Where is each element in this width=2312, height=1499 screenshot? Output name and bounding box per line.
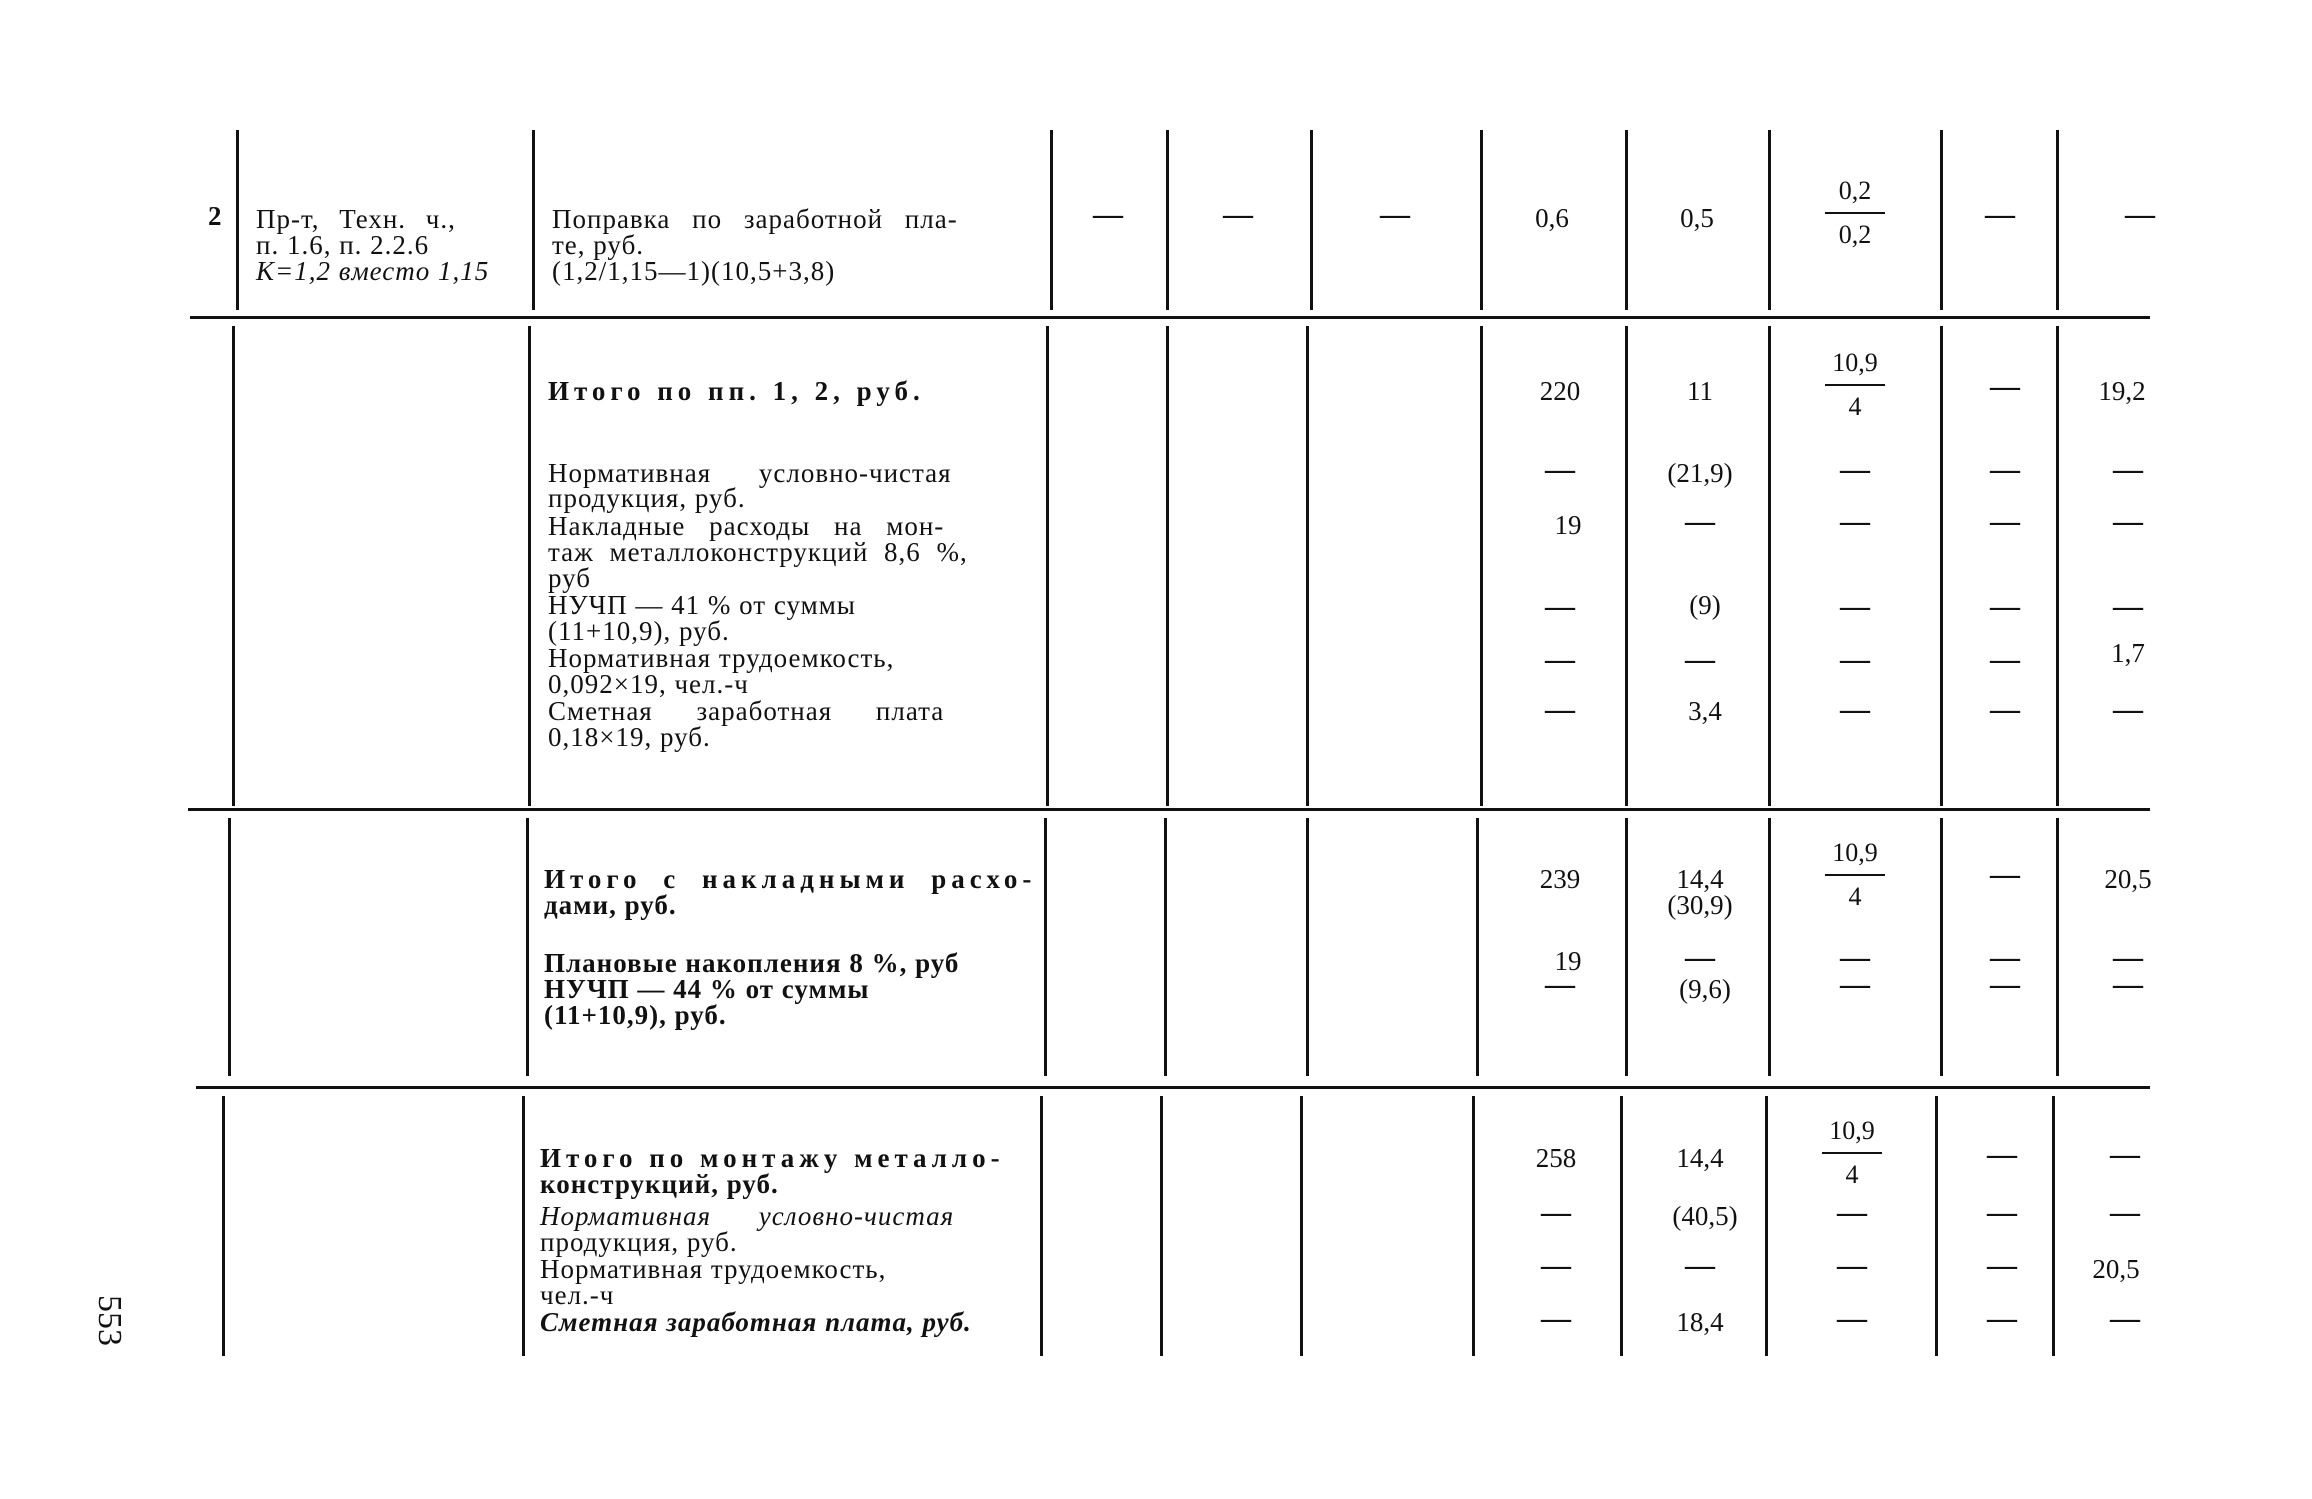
col-divider [1765, 1096, 1768, 1356]
item-description-line: Нормативная условно-чистая [548, 458, 952, 488]
cell-value: — [1990, 968, 2020, 1001]
cell-value: — [1985, 198, 2015, 231]
cell-value: — [1545, 643, 1575, 676]
cell-value: — [2110, 1196, 2140, 1229]
item-description-line: Сметная заработная плата [548, 696, 945, 726]
cell-value: — [1840, 941, 1870, 974]
item-description-line: руб [548, 563, 592, 593]
cell-value: 20,5 [2104, 864, 2152, 894]
cell-value: — [1545, 693, 1575, 726]
subtotal-label-line: Итого с накладными расхо- [544, 864, 1037, 894]
col-divider [1044, 818, 1047, 1076]
cell-value: — [2113, 505, 2143, 538]
col-divider [1940, 326, 1943, 806]
cell-value: (9,6) [1679, 974, 1731, 1004]
col-divider [1306, 818, 1309, 1076]
cell-value: — [1840, 693, 1870, 726]
cell-value: 14,4 [1676, 864, 1724, 894]
fraction-numerator: 10,9 [1832, 348, 1878, 377]
item-description-line: чел.-ч [540, 1280, 615, 1310]
cell-value: — [1545, 968, 1575, 1001]
col-divider [1940, 130, 1943, 310]
cell-value: — [1990, 858, 2020, 891]
fraction-bar [1825, 874, 1885, 876]
col-divider [1768, 818, 1771, 1076]
row-description-line: те, руб. [552, 230, 645, 260]
fraction-denominator: 4 [1848, 392, 1862, 421]
fraction-bar [1822, 1152, 1882, 1154]
cell-value: — [1380, 198, 1410, 231]
cell-value: — [1093, 198, 1123, 231]
item-description-line: Нормативная трудоемкость, [540, 1254, 887, 1284]
item-description-line: Накладные расходы на мон- [548, 511, 945, 541]
cell-value: — [2125, 198, 2155, 231]
cell-value: — [2113, 693, 2143, 726]
row-description-line: Поправка по заработной пла- [552, 204, 958, 234]
cell-value: 0,5 [1680, 203, 1714, 233]
col-divider [1768, 326, 1771, 806]
item-description-line: 0,18×19, руб. [548, 722, 711, 752]
cell-value: — [1685, 505, 1715, 538]
cell-value: — [1545, 453, 1575, 486]
cell-value: (40,5) [1672, 1201, 1738, 1231]
col-divider [1620, 1096, 1623, 1356]
item-description-line: продукция, руб. [548, 483, 746, 513]
cell-value: — [1545, 590, 1575, 623]
col-divider [2056, 130, 2059, 310]
col-divider [1310, 130, 1313, 310]
subtotal-label-line: конструкций, руб. [540, 1169, 779, 1199]
cell-value: — [1541, 1196, 1571, 1229]
col-divider [522, 1096, 525, 1356]
col-divider [1480, 130, 1483, 310]
cell-value: 19,2 [2098, 376, 2146, 406]
cell-value: — [1837, 1196, 1867, 1229]
cell-value: — [1990, 693, 2020, 726]
item-description-line: НУЧП — 41 % от суммы [548, 590, 856, 620]
col-divider [528, 326, 531, 806]
page-number: 553 [91, 1295, 128, 1346]
item-description-line: Плановые накопления 8 %, руб [544, 948, 960, 978]
cell-value: (21,9) [1667, 458, 1733, 488]
cell-value: — [2113, 590, 2143, 623]
item-description-line: 0,092×19, чел.-ч [548, 669, 749, 699]
cell-value: — [1541, 1249, 1571, 1282]
cell-value: — [1840, 968, 1870, 1001]
item-description-line: таж металлоконструкций 8,6 %, [548, 537, 968, 567]
cell-value: — [1987, 1249, 2017, 1282]
cell-value: (30,9) [1667, 890, 1733, 920]
cell-value: — [1990, 505, 2020, 538]
cell-value: 20,5 [2092, 1254, 2140, 1284]
row-basis-line: Пр-т, Техн. ч., [256, 204, 456, 234]
col-divider [1300, 1096, 1303, 1356]
row-separator [190, 316, 2150, 319]
cell-value: — [1987, 1302, 2017, 1335]
col-divider [1625, 326, 1628, 806]
col-divider [1050, 130, 1053, 310]
col-divider [1480, 326, 1483, 806]
cell-value: — [2113, 968, 2143, 1001]
cell-value: — [1987, 1138, 2017, 1171]
col-divider [1046, 326, 1049, 806]
row-basis-line: п. 1.6, п. 2.2.6 [256, 230, 430, 260]
cell-value: 0,6 [1535, 203, 1569, 233]
col-divider [222, 1096, 225, 1356]
row-separator [188, 808, 2150, 811]
cell-fraction [1802, 1118, 1902, 1188]
col-divider [532, 130, 535, 310]
cell-value: — [1685, 941, 1715, 974]
item-description-line: Нормативная трудоемкость, [548, 643, 895, 673]
cell-value: 14,4 [1676, 1143, 1724, 1173]
cell-fraction [1805, 178, 1905, 248]
cell-value: 18,4 [1676, 1307, 1724, 1337]
col-divider [1166, 326, 1169, 806]
cell-value: — [1990, 370, 2020, 403]
cell-value: 3,4 [1688, 696, 1722, 726]
cell-value: — [1223, 198, 1253, 231]
row-separator [196, 1086, 2150, 1089]
cell-value: — [2110, 1302, 2140, 1335]
cell-value: — [1837, 1302, 1867, 1335]
col-divider [1940, 818, 1943, 1076]
cell-value: 11 [1687, 376, 1713, 406]
cell-fraction [1805, 840, 1905, 910]
subtotal-label-line: дами, руб. [544, 890, 677, 920]
col-divider [526, 818, 529, 1076]
cell-value: — [1685, 1249, 1715, 1282]
cell-value: 258 [1535, 1143, 1577, 1173]
cell-value: 1,7 [2111, 638, 2145, 668]
fraction-bar [1825, 212, 1885, 214]
cell-value: — [2110, 1138, 2140, 1171]
col-divider [1160, 1096, 1163, 1356]
item-description-line: (11+10,9), руб. [544, 1000, 727, 1030]
fraction-numerator: 10,9 [1832, 838, 1878, 867]
fraction-denominator: 4 [1848, 882, 1862, 911]
cell-value: — [1541, 1302, 1571, 1335]
fraction-denominator: 0,2 [1838, 220, 1872, 249]
fraction-numerator: 0,2 [1838, 176, 1872, 205]
cell-value: — [1837, 1249, 1867, 1282]
subtotal-label-line: Итого по монтажу металло- [540, 1143, 1005, 1173]
cell-value: 19 [1554, 510, 1582, 540]
cell-value: — [1685, 643, 1715, 676]
item-description-line: Сметная заработная плата, руб. [540, 1307, 972, 1337]
cell-value: 239 [1539, 864, 1581, 894]
row-number: 2 [208, 201, 223, 231]
item-description-line: (11+10,9), руб. [548, 616, 730, 646]
col-divider [2056, 818, 2059, 1076]
cell-value: — [1840, 505, 1870, 538]
row-description-line: (1,2/1,15—1)(10,5+3,8) [552, 256, 836, 286]
cell-value: — [1840, 590, 1870, 623]
col-divider [236, 130, 239, 310]
item-description-line: НУЧП — 44 % от суммы [544, 974, 870, 1004]
col-divider [1625, 130, 1628, 310]
cell-value: — [1990, 941, 2020, 974]
col-divider [1040, 1096, 1043, 1356]
cell-value: — [1990, 453, 2020, 486]
col-divider [1476, 818, 1479, 1076]
fraction-bar [1825, 384, 1885, 386]
cell-value: — [1840, 453, 1870, 486]
cell-value: 19 [1554, 946, 1582, 976]
col-divider [228, 818, 231, 1076]
cell-value: — [1990, 643, 2020, 676]
col-divider [1306, 326, 1309, 806]
fraction-numerator: 10,9 [1829, 1116, 1875, 1145]
cell-value: 220 [1539, 376, 1581, 406]
col-divider [1935, 1096, 1938, 1356]
col-divider [2056, 326, 2059, 806]
cell-value: — [2113, 453, 2143, 486]
item-description-line: продукция, руб. [540, 1227, 738, 1257]
col-divider [232, 326, 235, 806]
cell-value: — [1987, 1196, 2017, 1229]
fraction-denominator: 4 [1845, 1160, 1859, 1189]
col-divider [2052, 1096, 2055, 1356]
col-divider [1768, 130, 1771, 310]
row-basis-line: K=1,2 вместо 1,15 [256, 256, 490, 286]
col-divider [1472, 1096, 1475, 1356]
cell-value: (9) [1689, 590, 1721, 620]
item-description-line: Нормативная условно-чистая [540, 1201, 955, 1231]
subtotal-label: Итого по пп. 1, 2, руб. [548, 376, 925, 406]
cell-value: — [2113, 941, 2143, 974]
cell-value: — [1990, 590, 2020, 623]
col-divider [1164, 818, 1167, 1076]
col-divider [1625, 818, 1628, 1076]
cell-fraction [1805, 350, 1905, 420]
cell-value: — [1840, 643, 1870, 676]
col-divider [1166, 130, 1169, 310]
